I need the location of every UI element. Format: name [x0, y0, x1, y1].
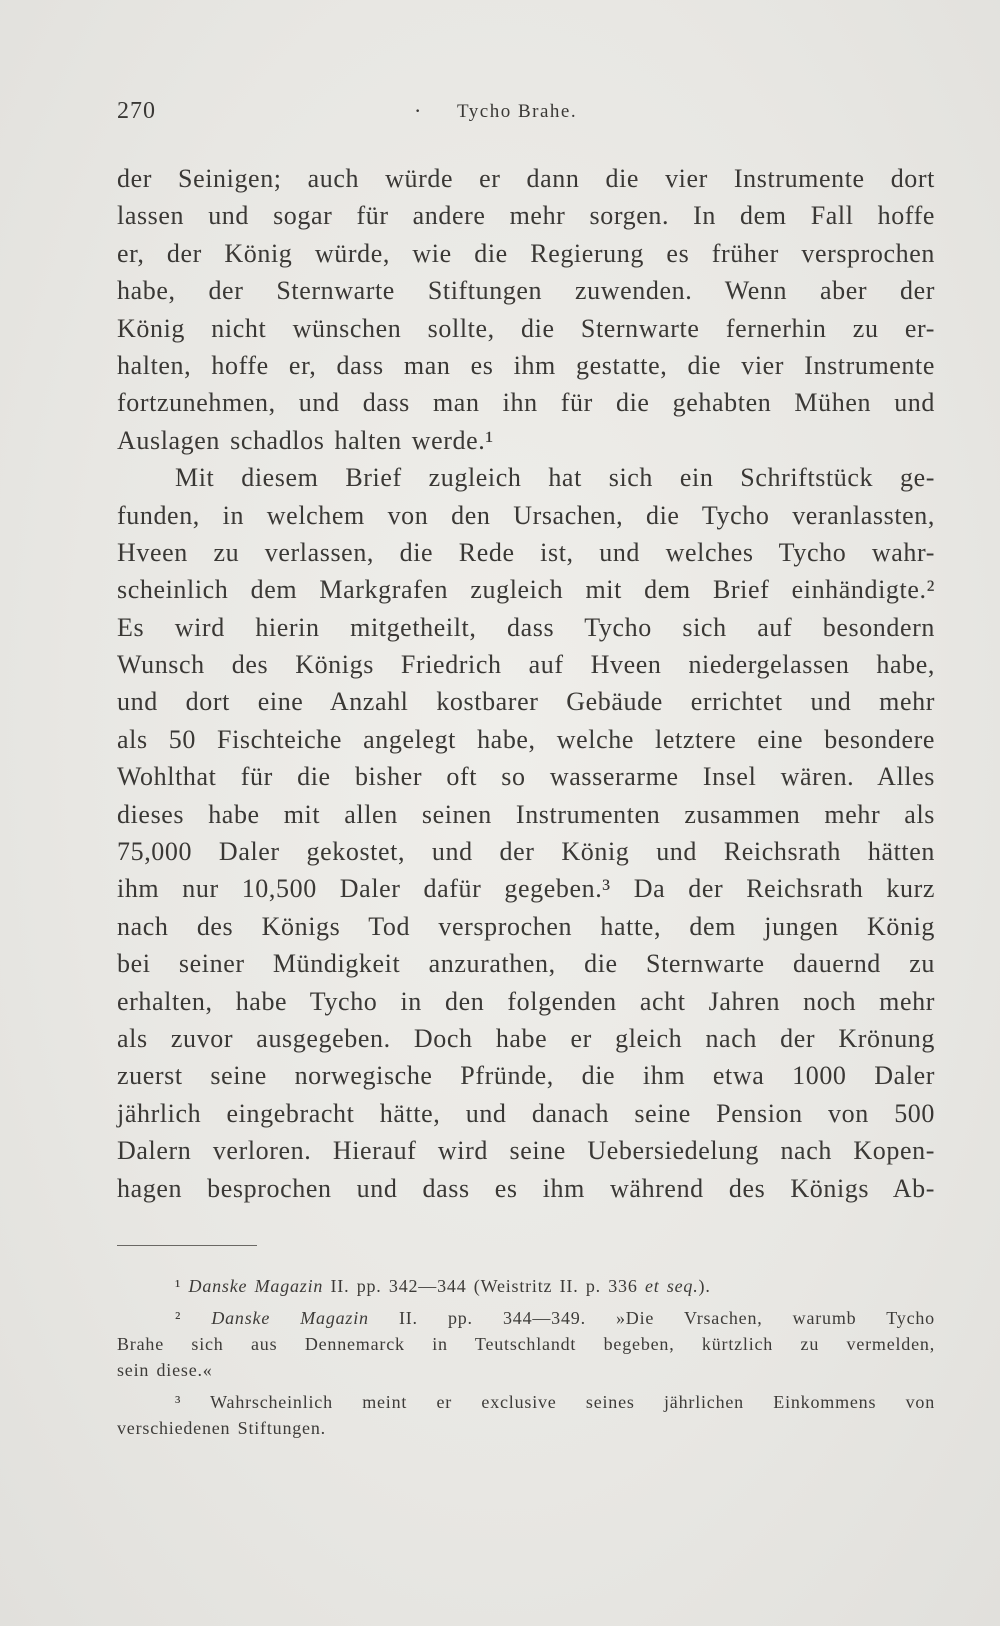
- text-line: Es wird hierin mitgetheilt, dass Tycho sich auf besondern: [117, 612, 935, 642]
- footnote-rule: [117, 1245, 257, 1246]
- footnote-2-line-2: Brahe sich aus Dennemarck in Teutschlandt begeben, kürtzlich zu vermelden,: [117, 1334, 935, 1354]
- text-line: als 50 Fischteiche angelegt habe, welche letztere eine besondere: [117, 724, 935, 754]
- text-line: fortzunehmen, und dass man ihn für die gehabten Mühen und: [117, 388, 935, 418]
- text-line: er, der König würde, wie die Regierung es früher versprochen: [117, 238, 935, 268]
- text-line: Auslagen schadlos halten werde.¹: [117, 425, 494, 455]
- text-line: ihm nur 10,500 Daler dafür gegeben.³ Da der Reichsrath kurz: [117, 874, 935, 904]
- text-line: nach des Königs Tod versprochen hatte, dem jungen König: [117, 911, 935, 941]
- body-text: [117, 160, 935, 1207]
- text-line: Hveen zu verlassen, die Rede ist, und welches Tycho wahr-: [117, 537, 935, 567]
- text-line: zuerst seine norwegische Pfründe, die ihm etwa 1000 Daler: [117, 1061, 935, 1091]
- text-line: König nicht wünschen sollte, die Sternwarte fernerhin zu er-: [117, 313, 935, 343]
- text-line: hagen besprochen und dass es ihm während des Königs Ab-: [117, 1173, 935, 1203]
- text-line: halten, hoffe er, dass man es ihm gestatte, die vier Instrumente: [117, 350, 935, 380]
- text-line: Dalern verloren. Hierauf wird seine Uebersiedelung nach Kopen-: [117, 1136, 935, 1166]
- text-line: Wohlthat für die bisher oft so wasserarme Insel wären. Alles: [117, 762, 935, 792]
- text-line: als zuvor ausgegeben. Doch habe er gleich nach der Krönung: [117, 1023, 935, 1053]
- footnote-source: Danske Magazin: [211, 1308, 369, 1328]
- text-line: Mit diesem Brief zugleich hat sich ein Schriftstück ge-: [175, 463, 935, 493]
- text-line: Wunsch des Königs Friedrich auf Hveen niedergelassen habe,: [117, 650, 935, 680]
- running-title: Tycho Brahe.: [457, 101, 578, 122]
- text-line: bei seiner Mündigkeit anzurathen, die Sternwarte dauernd zu: [117, 949, 935, 979]
- text-line: erhalten, habe Tycho in den folgenden acht Jahren noch mehr: [117, 986, 935, 1016]
- text-line: scheinlich dem Markgrafen zugleich mit dem Brief einhändigte.²: [117, 575, 935, 605]
- footnote-source: Danske Magazin: [188, 1276, 324, 1296]
- footnote-1: [117, 1273, 935, 1299]
- header-dot: ·: [414, 98, 422, 123]
- text-line: und dort eine Anzahl kostbarer Gebäude errichtet und mehr: [117, 687, 935, 717]
- footnote-marker: ²: [175, 1308, 182, 1328]
- footnote-text: II. pp. 342—344 (Weistritz II. p. 336: [330, 1276, 638, 1296]
- text-line: 75,000 Daler gekostet, und der König und Reichsrath hätten: [117, 837, 935, 867]
- text-line: dieses habe mit allen seinen Instrumenten zusammen mehr als: [117, 799, 935, 829]
- text-line: funden, in welchem von den Ursachen, die Tycho veranlassten,: [117, 500, 935, 530]
- text-line: habe, der Sternwarte Stiftungen zuwenden. Wenn aber der: [117, 276, 935, 306]
- footnote-end: ).: [698, 1276, 711, 1296]
- footnote-3-line-1: ³ Wahrscheinlich meint er exclusive seines jährlichen Einkommens von: [175, 1392, 935, 1412]
- running-head: [117, 98, 935, 128]
- text-line: jährlich eingebracht hätte, und danach seine Pension von 500: [117, 1098, 935, 1128]
- footnote-2-line-3: sein diese.«: [117, 1360, 213, 1380]
- footnote-marker: ¹: [175, 1276, 182, 1296]
- footnote-et-seq: et seq.: [644, 1276, 699, 1296]
- footnote-text: II. pp. 344—349. »Die Vrsachen, warumb Tycho: [398, 1308, 935, 1328]
- footnote-2-line-1: [117, 1305, 935, 1331]
- footnote-3-line-2: verschiedenen Stiftungen.: [117, 1418, 326, 1438]
- text-line: lassen und sogar für andere mehr sorgen. In dem Fall hoffe: [117, 201, 935, 231]
- footnotes: [117, 1273, 935, 1441]
- text-line: der Seinigen; auch würde er dann die vier Instrumente dort: [117, 164, 935, 193]
- page-number: 270: [117, 98, 156, 124]
